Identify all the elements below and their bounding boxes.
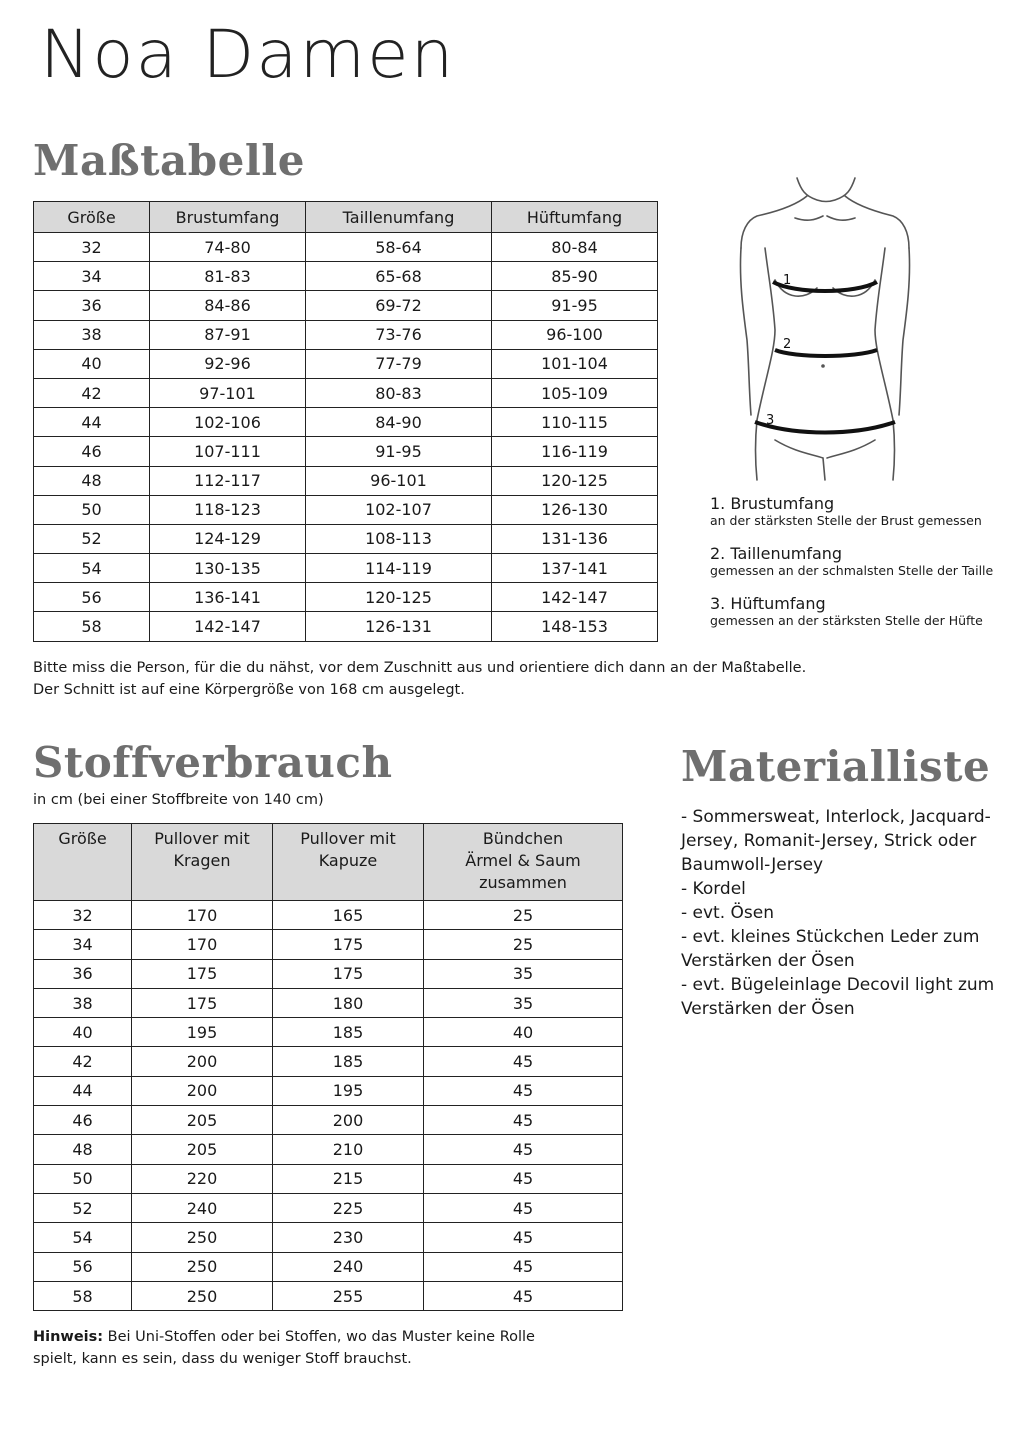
cell-cuffs: 45 [424, 1164, 623, 1193]
cell-waist: 126-131 [306, 612, 492, 641]
table-row [34, 1223, 623, 1252]
cell-bust: 136-141 [150, 583, 306, 612]
cell-size: 58 [34, 1281, 132, 1310]
cell-bust: 124-129 [150, 524, 306, 553]
table-row [34, 930, 623, 959]
cell-hip: 137-141 [492, 554, 658, 583]
table-row [34, 1281, 623, 1310]
material-item: - evt. kleines Stückchen Leder zum Verstärken der Ösen [681, 927, 980, 971]
table-row [34, 408, 658, 437]
materials-list [681, 805, 1001, 1021]
cell-bust: 118-123 [150, 495, 306, 524]
legend-item-hip [710, 594, 993, 628]
cell-size: 32 [34, 233, 150, 262]
cell-hip: 126-130 [492, 495, 658, 524]
cell-size: 36 [34, 291, 150, 320]
cell-waist: 102-107 [306, 495, 492, 524]
size-note [33, 657, 806, 701]
cell-size: 52 [34, 1193, 132, 1222]
legend-title: 2. Taillenumfang [710, 544, 843, 563]
cell-size: 56 [34, 1252, 132, 1281]
cell-size: 50 [34, 1164, 132, 1193]
table-row [34, 466, 658, 495]
header-size: Größe [34, 202, 150, 233]
table-row [34, 1252, 623, 1281]
cell-pullover-hood: 180 [273, 988, 424, 1017]
cell-hip: 116-119 [492, 437, 658, 466]
cell-pullover-collar: 175 [132, 959, 273, 988]
fabric-table [33, 823, 623, 1311]
cell-pullover-collar: 195 [132, 1018, 273, 1047]
cell-size: 40 [34, 349, 150, 378]
cell-pullover-collar: 175 [132, 988, 273, 1017]
cell-bust: 107-111 [150, 437, 306, 466]
cell-pullover-hood: 195 [273, 1076, 424, 1105]
cell-waist: 108-113 [306, 524, 492, 553]
materials-heading: Materialliste [681, 742, 991, 791]
cell-size: 46 [34, 1106, 132, 1135]
cell-waist: 65-68 [306, 262, 492, 291]
cell-cuffs: 25 [424, 930, 623, 959]
cell-bust: 74-80 [150, 233, 306, 262]
cell-size: 42 [34, 378, 150, 407]
cell-waist: 58-64 [306, 233, 492, 262]
table-row [34, 1135, 623, 1164]
cell-pullover-hood: 225 [273, 1193, 424, 1222]
cell-hip: 105-109 [492, 378, 658, 407]
table-row [34, 437, 658, 466]
fabric-hint [33, 1326, 535, 1370]
cell-hip: 91-95 [492, 291, 658, 320]
cell-size: 32 [34, 901, 132, 930]
figure-label-1: 1 [783, 273, 792, 288]
cell-pullover-hood: 210 [273, 1135, 424, 1164]
cell-cuffs: 35 [424, 988, 623, 1017]
cell-bust: 81-83 [150, 262, 306, 291]
cell-waist: 77-79 [306, 349, 492, 378]
measurement-legend [710, 494, 993, 628]
table-row [34, 959, 623, 988]
header-size: Größe [34, 824, 132, 901]
table-row [34, 612, 658, 641]
cell-hip: 96-100 [492, 320, 658, 349]
cell-hip: 110-115 [492, 408, 658, 437]
table-row [34, 1076, 623, 1105]
cell-size: 38 [34, 320, 150, 349]
table-row [34, 901, 623, 930]
legend-title: 1. Brustumfang [710, 494, 835, 513]
cell-hip: 120-125 [492, 466, 658, 495]
cell-waist: 96-101 [306, 466, 492, 495]
cell-size: 40 [34, 1018, 132, 1047]
cell-hip: 148-153 [492, 612, 658, 641]
cell-pullover-hood: 185 [273, 1047, 424, 1076]
cell-pullover-hood: 165 [273, 901, 424, 930]
cell-bust: 84-86 [150, 291, 306, 320]
table-row [34, 524, 658, 553]
cell-waist: 120-125 [306, 583, 492, 612]
table-row [34, 1164, 623, 1193]
hint-line1 [33, 1326, 535, 1348]
cell-size: 56 [34, 583, 150, 612]
cell-waist: 84-90 [306, 408, 492, 437]
header-pullover-hood: Pullover mit Kapuze [273, 824, 424, 901]
cell-pullover-collar: 250 [132, 1252, 273, 1281]
cell-pullover-collar: 200 [132, 1076, 273, 1105]
cell-bust: 97-101 [150, 378, 306, 407]
cell-size: 44 [34, 408, 150, 437]
size-table-header-row [34, 202, 658, 233]
legend-subtitle: gemessen an der schmalsten Stelle der Taille [710, 563, 994, 578]
table-row [34, 1193, 623, 1222]
cell-pullover-hood: 230 [273, 1223, 424, 1252]
cell-cuffs: 25 [424, 901, 623, 930]
material-item: - Sommersweat, Interlock, Jacquard- Jersey, Romanit-Jersey, Strick oder Baumwoll-Jersey [681, 807, 991, 875]
cell-pullover-hood: 240 [273, 1252, 424, 1281]
fabric-table-heading: Stoffverbrauch [33, 738, 393, 787]
header-bust: Brustumfang [150, 202, 306, 233]
cell-cuffs: 45 [424, 1135, 623, 1164]
table-row [34, 988, 623, 1017]
cell-size: 44 [34, 1076, 132, 1105]
legend-item-bust [710, 494, 993, 528]
cell-cuffs: 45 [424, 1281, 623, 1310]
cell-bust: 102-106 [150, 408, 306, 437]
cell-bust: 142-147 [150, 612, 306, 641]
cell-bust: 112-117 [150, 466, 306, 495]
header-waist: Taillenumfang [306, 202, 492, 233]
cell-size: 46 [34, 437, 150, 466]
cell-pullover-collar: 250 [132, 1281, 273, 1310]
size-table-heading: Maßtabelle [33, 136, 305, 185]
cell-size: 50 [34, 495, 150, 524]
header-hip: Hüftumfang [492, 202, 658, 233]
cell-size: 54 [34, 554, 150, 583]
table-row [34, 378, 658, 407]
fabric-table-header-row [34, 824, 623, 901]
cell-pullover-collar: 205 [132, 1135, 273, 1164]
table-row [34, 1047, 623, 1076]
cell-hip: 85-90 [492, 262, 658, 291]
cell-waist: 114-119 [306, 554, 492, 583]
cell-pullover-collar: 200 [132, 1047, 273, 1076]
legend-subtitle: an der stärksten Stelle der Brust gemessen [710, 513, 982, 528]
cell-bust: 87-91 [150, 320, 306, 349]
page-title: Noa Damen [40, 16, 456, 93]
cell-pullover-hood: 255 [273, 1281, 424, 1310]
table-row [34, 583, 658, 612]
cell-pullover-collar: 240 [132, 1193, 273, 1222]
cell-size: 52 [34, 524, 150, 553]
cell-waist: 91-95 [306, 437, 492, 466]
table-row [34, 554, 658, 583]
cell-hip: 80-84 [492, 233, 658, 262]
table-row [34, 349, 658, 378]
table-row [34, 495, 658, 524]
table-row [34, 291, 658, 320]
cell-hip: 101-104 [492, 349, 658, 378]
legend-subtitle: gemessen an der stärksten Stelle der Hüfte [710, 613, 983, 628]
figure-label-3: 3 [766, 413, 775, 428]
table-row [34, 233, 658, 262]
cell-pullover-collar: 205 [132, 1106, 273, 1135]
material-item: - Kordel [681, 879, 746, 899]
cell-cuffs: 40 [424, 1018, 623, 1047]
hint-label: Hinweis: [33, 1329, 104, 1345]
cell-cuffs: 45 [424, 1106, 623, 1135]
cell-pullover-hood: 200 [273, 1106, 424, 1135]
body-measurement-figure [735, 170, 915, 490]
cell-pullover-collar: 250 [132, 1223, 273, 1252]
table-row [34, 320, 658, 349]
hint-line2: spielt, kann es sein, dass du weniger Stoff brauchst. [33, 1351, 412, 1367]
cell-bust: 92-96 [150, 349, 306, 378]
figure-label-2: 2 [783, 337, 792, 352]
cell-size: 34 [34, 262, 150, 291]
size-note-line2: Der Schnitt ist auf eine Körpergröße von 168 cm ausgelegt. [33, 682, 465, 698]
size-note-line1: Bitte miss die Person, für die du nähst, vor dem Zuschnitt aus und orientiere dich dann an der Maßtabelle. [33, 660, 807, 676]
cell-bust: 130-135 [150, 554, 306, 583]
cell-hip: 131-136 [492, 524, 658, 553]
hint-text: Bei Uni-Stoffen oder bei Stoffen, wo das Muster keine Rolle [103, 1329, 535, 1345]
cell-hip: 142-147 [492, 583, 658, 612]
cell-waist: 73-76 [306, 320, 492, 349]
cell-pullover-hood: 175 [273, 930, 424, 959]
material-item: - evt. Ösen [681, 903, 775, 923]
header-cuffs: Bündchen Ärmel & Saum zusammen [424, 824, 623, 901]
legend-item-waist [710, 544, 993, 578]
cell-cuffs: 45 [424, 1223, 623, 1252]
cell-waist: 80-83 [306, 378, 492, 407]
cell-pullover-hood: 185 [273, 1018, 424, 1047]
cell-pullover-collar: 170 [132, 930, 273, 959]
cell-cuffs: 35 [424, 959, 623, 988]
table-row [34, 1018, 623, 1047]
table-row [34, 1106, 623, 1135]
cell-pullover-hood: 215 [273, 1164, 424, 1193]
cell-size: 38 [34, 988, 132, 1017]
material-item: - evt. Bügeleinlage Decovil light zum Verstärken der Ösen [681, 975, 995, 1019]
header-pullover-collar: Pullover mit Kragen [132, 824, 273, 901]
size-table [33, 201, 658, 642]
cell-pullover-collar: 170 [132, 901, 273, 930]
cell-size: 58 [34, 612, 150, 641]
cell-size: 36 [34, 959, 132, 988]
cell-pullover-collar: 220 [132, 1164, 273, 1193]
cell-size: 42 [34, 1047, 132, 1076]
cell-waist: 69-72 [306, 291, 492, 320]
cell-size: 48 [34, 466, 150, 495]
cell-size: 48 [34, 1135, 132, 1164]
cell-cuffs: 45 [424, 1047, 623, 1076]
cell-cuffs: 45 [424, 1252, 623, 1281]
cell-cuffs: 45 [424, 1076, 623, 1105]
fabric-subtitle: in cm (bei einer Stoffbreite von 140 cm) [33, 792, 324, 808]
legend-title: 3. Hüftumfang [710, 594, 826, 613]
cell-size: 34 [34, 930, 132, 959]
cell-cuffs: 45 [424, 1193, 623, 1222]
table-row [34, 262, 658, 291]
cell-pullover-hood: 175 [273, 959, 424, 988]
cell-size: 54 [34, 1223, 132, 1252]
